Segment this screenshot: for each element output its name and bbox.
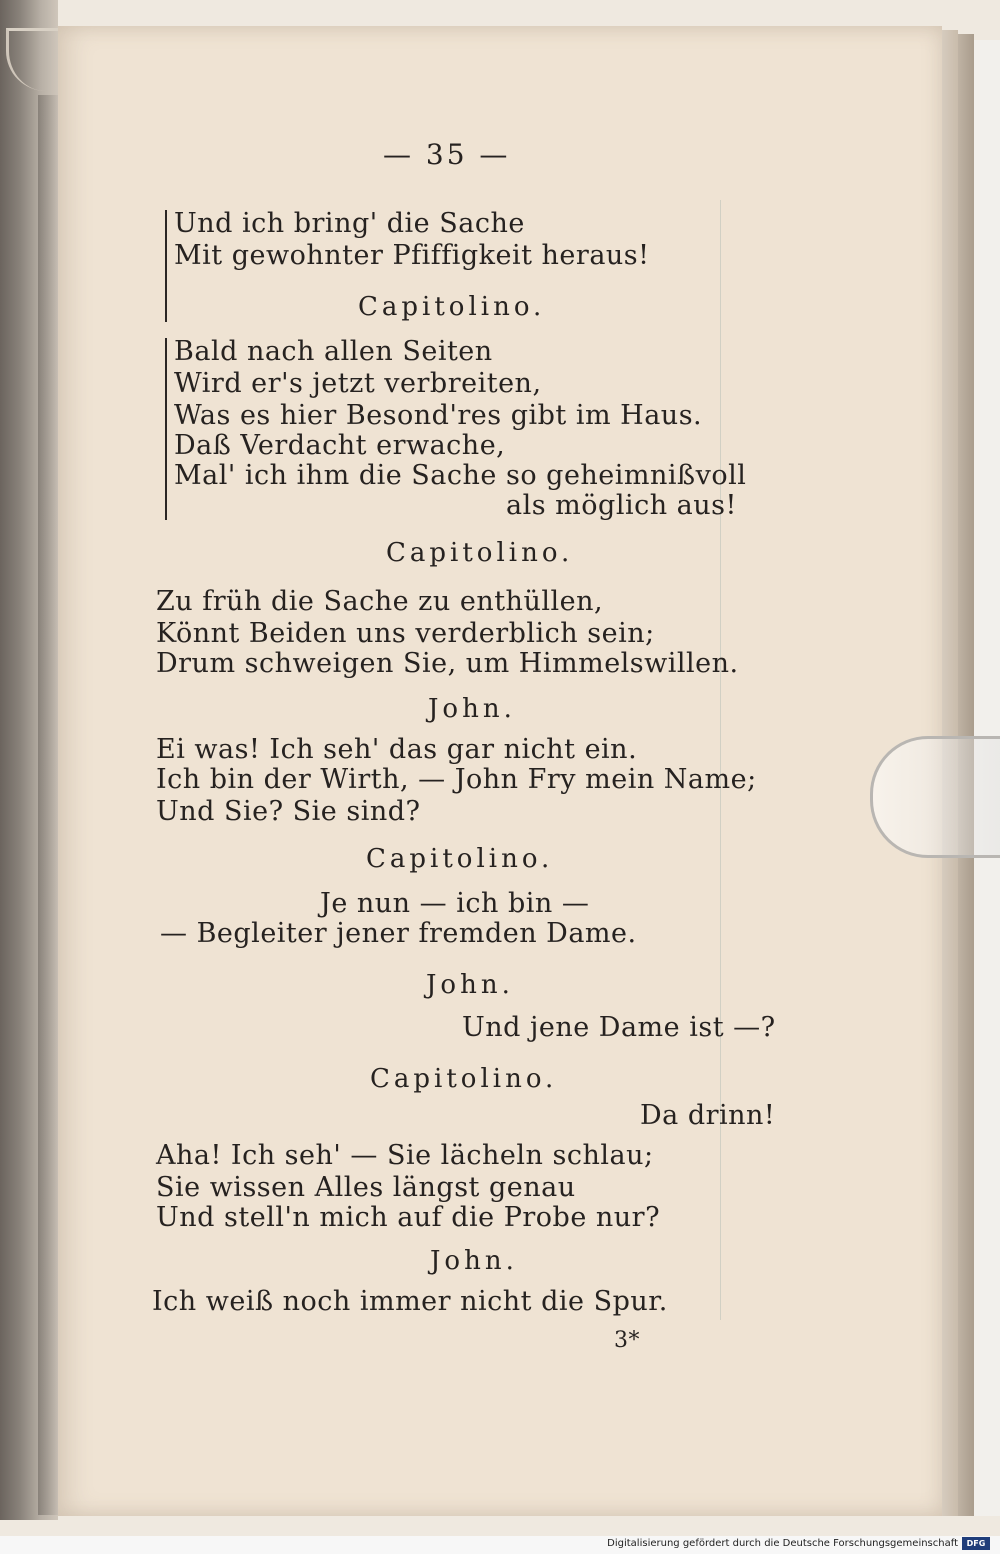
verse-line: Daß Verdacht erwache, — [174, 430, 506, 461]
verse-line: Da drinn! — [640, 1100, 776, 1131]
dfg-logo: DFG — [962, 1537, 990, 1550]
speaker-name: Capitolino. — [370, 1064, 558, 1094]
verse-line: Ei was! Ich seh' das gar nicht ein. — [156, 734, 638, 765]
speaker-name: John. — [426, 970, 514, 1000]
verse-line: Mal' ich ihm die Sache so geheimnißvoll — [174, 460, 747, 491]
verse-line: Und jene Dame ist —? — [462, 1012, 776, 1043]
verse-line: Und Sie? Sie sind? — [156, 796, 421, 827]
funding-credit: Digitalisierung gefördert durch die Deutsche Forschungsgemeinschaft — [607, 1538, 958, 1549]
verse-line: — Begleiter jener fremden Dame. — [160, 918, 637, 949]
verse-line: Ich weiß noch immer nicht die Spur. — [152, 1286, 668, 1317]
verse-line: Je nun — ich bin — — [320, 888, 590, 919]
verse-bracket — [165, 210, 167, 322]
verse-line: Sie wissen Alles längst genau — [156, 1172, 576, 1203]
verse-line: Und stell'n mich auf die Probe nur? — [156, 1202, 661, 1233]
verse-line: Aha! Ich seh' — Sie lächeln schlau; — [156, 1140, 654, 1171]
verse-line: Was es hier Besond'res gibt im Haus. — [174, 400, 703, 431]
verse-line: als möglich aus! — [506, 490, 737, 521]
speaker-name: Capitolino. — [358, 292, 546, 322]
signature-mark: 3* — [614, 1328, 640, 1353]
verse-line: Ich bin der Wirth, — John Fry mein Name; — [156, 764, 757, 795]
verse-line: Zu früh die Sache zu enthüllen, — [156, 586, 604, 617]
verse-line: Könnt Beiden uns verderblich sein; — [156, 618, 655, 649]
speaker-name: Capitolino. — [386, 538, 574, 568]
verse-bracket — [165, 338, 167, 520]
verse-line: Wird er's jetzt verbreiten, — [174, 368, 542, 399]
page-number: — 35 — — [383, 138, 511, 171]
verse-line: Und ich bring' die Sache — [174, 208, 525, 239]
speaker-name: John. — [428, 694, 516, 724]
verse-line: Mit gewohnter Pfiffigkeit heraus! — [174, 240, 650, 271]
speaker-name: Capitolino. — [366, 844, 554, 874]
speaker-name: John. — [430, 1246, 518, 1276]
verse-line: Bald nach allen Seiten — [174, 336, 493, 367]
verse-line: Drum schweigen Sie, um Himmelswillen. — [156, 648, 739, 679]
